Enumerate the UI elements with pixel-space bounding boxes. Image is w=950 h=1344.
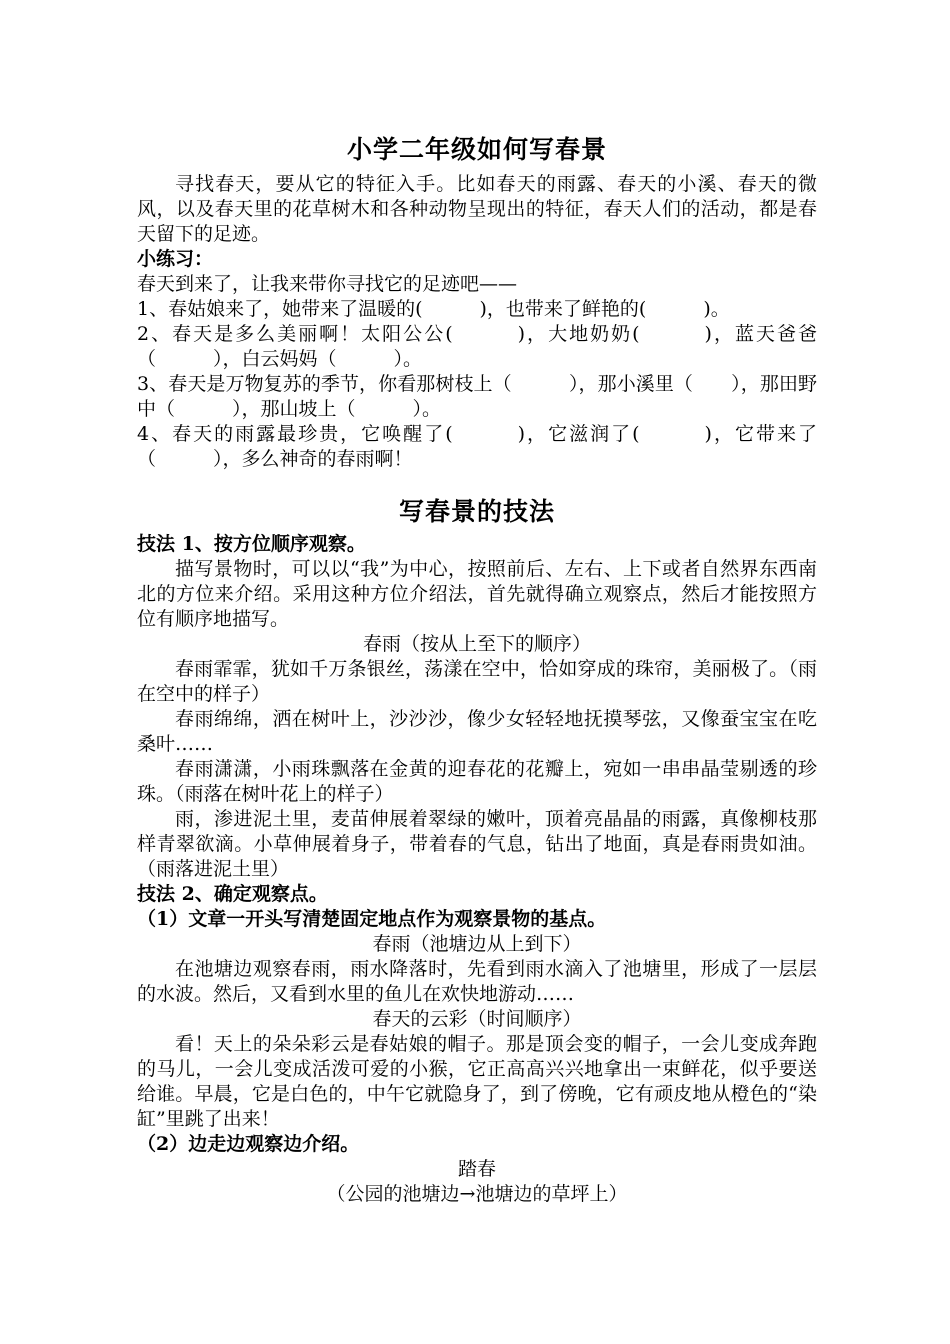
document-page [137, 128, 817, 1207]
practice-item: 3、春天是万物复苏的季节，你看那树枝上（ ），那小溪里（ ），那田野中（ ），那山坡上（ ）。 [137, 373, 817, 420]
technique-1-heading: 技法 1、按方位顺序观察。 [137, 533, 366, 555]
example-paragraph: 看！天上的朵朵彩云是春姑娘的帽子。那是顶会变的帽子，一会儿变成奔跑的马儿，一会儿变成活泼可爱的小猴，它正高高兴兴地拿出一束鲜花，似乎要送给谁。早晨，它是白色的，中午它就隐身了，到了傍晚，它有顽皮地从橙色的“染缸”里跳了出来！ [137, 1033, 817, 1130]
example-paragraph: 春雨霏霏，犹如千万条银丝，荡漾在空中，恰如穿成的珠帘，美丽极了。（雨在空中的样子） [137, 658, 817, 705]
practice-lead: 春天到来了，让我来带你寻找它的足迹吧—— [137, 273, 518, 295]
practice-heading: 小练习： [137, 248, 214, 270]
technique-2-subheading: （2）边走边观察边介绍。 [137, 1133, 360, 1155]
practice-item: 4、春天的雨露最珍贵，它唤醒了( )，它滋润了( )，它带来了（ ），多么神奇的春雨啊！ [137, 423, 817, 470]
intro-paragraph: 寻找春天，要从它的特征入手。比如春天的雨露、春天的小溪、春天的微风，以及春天里的花草树木和各种动物呈现出的特征，春天人们的活动，都是春天留下的足迹。 [137, 173, 817, 245]
technique-2-heading: 技法 2、确定观察点。 [137, 883, 328, 905]
example-paragraph: 春雨绵绵，洒在树叶上，沙沙沙，像少女轻轻地抚摸琴弦，又像蚕宝宝在吃桑叶…… [137, 708, 817, 755]
example-title: 踏春 [457, 1158, 496, 1180]
example-title: 春天的云彩（时间顺序） [372, 1008, 582, 1030]
technique-1-description: 描写景物时，可以以“我”为中心，按照前后、左右、上下或者自然界东西南北的方位来介绍。采用这种方位介绍法，首先就得确立观察点，然后才能按照方位有顺序地描写。 [137, 558, 817, 630]
example-paragraph: 雨，渗进泥土里，麦苗伸展着翠绿的嫩叶，顶着亮晶晶的雨露，真像柳枝那样青翠欲滴。小草伸展着身子，带着春的气息，钻出了地面，真是春雨贵如油。（雨落进泥土里） [137, 808, 817, 880]
practice-item: 2、春天是多么美丽啊！太阳公公( )，大地奶奶( )，蓝天爸爸（ ），白云妈妈（ ）。 [137, 323, 817, 370]
example-title: 春雨（池塘边从上到下） [372, 933, 582, 955]
example-subtitle: （公园的池塘边→池塘边的草坪上） [326, 1183, 628, 1205]
section-title: 写春景的技法 [398, 497, 555, 526]
example-paragraph: 春雨潇潇，小雨珠飘落在金黄的迎春花的花瓣上，宛如一串串晶莹剔透的珍珠。（雨落在树叶花上的样子） [137, 758, 817, 805]
page-title: 小学二年级如何写春景 [346, 135, 607, 164]
example-title: 春雨（按从上至下的顺序） [362, 633, 591, 655]
practice-item: 1、春姑娘来了，她带来了温暖的( )，也带来了鲜艳的( )。 [137, 298, 730, 320]
technique-2-subheading: （1）文章一开头写清楚固定地点作为观察景物的基点。 [137, 908, 607, 930]
example-paragraph: 在池塘边观察春雨，雨水降落时，先看到雨水滴入了池塘里，形成了一层层的水波。然后，又看到水里的鱼儿在欢快地游动…… [137, 958, 817, 1005]
